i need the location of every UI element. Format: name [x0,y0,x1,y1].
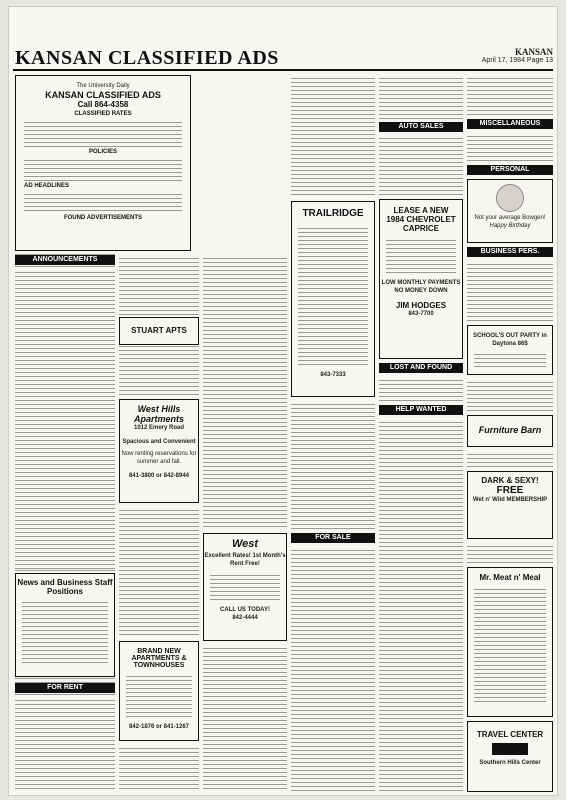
column-3-text [203,255,287,530]
stuart-apts-title: STUART APTS [131,326,187,335]
trailridge-features [298,225,368,365]
special-meal-title: Mr. Meat n' Meal [479,573,541,582]
policies-title: POLICIES [88,149,117,155]
free-label: FREE [496,485,524,496]
policies-block [24,157,182,181]
birthday-line: Happy Birthday [489,223,531,229]
help-wanted-text [379,419,463,792]
news-business-body [22,599,108,663]
column-4-mid-text [291,401,375,529]
west-hills-line2: Now renting reservations for summer and fall. [121,451,197,465]
miscellaneous-header: MISCELLANEOUS [467,119,553,129]
furniture-barn-ad [467,415,553,447]
trailridge-phone: 843-7333 [320,372,346,378]
column-6-mid-text [467,379,553,411]
lease-details [386,237,456,275]
lease-note: LOW MONTHLY PAYMENTS NO MONEY DOWN [381,280,461,294]
column-6-text-2 [467,543,553,563]
rates-table-block [24,119,182,147]
for-rent-text [15,697,115,792]
travel-center-ad [467,721,553,792]
west-apts-tagline: Excellent Rates! 1st Month's Rent Free! [204,553,286,567]
personal-caption: Not your average Bowgen! [474,215,546,221]
for-sale-header: FOR SALE [291,533,375,543]
furniture-barn-name: Furniture Barn [478,425,542,435]
baby-photo [496,184,524,212]
help-wanted-header: HELP WANTED [379,405,463,415]
west-apts-ad [203,533,287,641]
business-pers-header: BUSINESS PERS. [467,247,553,257]
announcements-text [15,269,115,569]
brand-new-ad [119,641,199,741]
lease-dealer: JIM HODGES [395,301,447,310]
miscellaneous-text [467,133,553,161]
west-apts-features [210,572,280,602]
auto-sales-text [379,135,463,195]
lease-chevrolet-ad [379,199,463,359]
lease-title: LEASE A NEW 1984 CHEVROLET CAPRICE [386,206,456,233]
found-title: FOUND ADVERTISEMENTS [63,215,143,221]
personal-photo-ad [467,179,553,243]
travel-center-title: TRAVEL CENTER [476,730,544,739]
page-header [13,45,553,71]
for-rent-header: FOR RENT [15,683,115,693]
brand-new-body [126,673,192,719]
travel-center-logo [492,743,528,755]
ad-headlines-title: AD HEADLINES [24,183,70,189]
column-5-text [379,75,463,119]
wet-n-wild-line: Wet n' Wild MEMBERSHIP [472,497,548,503]
ad-headlines-block [24,191,182,213]
personal-header: PERSONAL [467,165,553,175]
column-3-bottom-text [203,645,287,792]
trailridge-name: TRAILRIDGE [302,208,364,219]
school-out-party-body [474,351,546,367]
rates-phone: Call 864-4358 [77,100,129,109]
rates-name: KANSAN CLASSIFIED ADS [45,90,161,100]
rates-box [15,75,191,251]
special-meal-list [474,586,546,704]
west-hills-phone: 841-3800 or 842-8944 [128,473,190,479]
school-out-party-title: SCHOOL'S OUT PARTY in Daytona 86$ [473,333,547,347]
school-out-party-ad [467,325,553,375]
column-6-text [467,75,553,115]
west-hills-ad [119,399,199,503]
rates-intro: The University Daily [76,83,130,89]
trailridge-ad [291,201,375,397]
for-sale-text [291,547,375,792]
news-business-ad [15,573,115,677]
lease-phone: 843-7700 [408,311,434,317]
auto-sales-header: AUTO SALES [379,122,463,132]
date-page: April 17, 1984 Page 13 [481,57,553,64]
newspaper-page [8,6,558,796]
brand-new-phone: 842-1876 or 841-1267 [128,724,190,730]
west-apts-name: West [231,538,259,550]
news-business-title: News and Business Staff Positions [17,578,113,596]
paper-name: KANSAN [514,47,553,57]
business-pers-text [467,261,553,321]
column-6-lower-text [467,451,553,467]
west-apts-call: CALL US TODAY! [220,607,270,613]
west-hills-address: 1012 Emery Road [133,425,185,431]
column-2-bottom-text [119,745,199,792]
dark-sexy-title: DARK & SEXY! [481,476,539,485]
lost-found-header: LOST AND FOUND [379,363,463,373]
rates-table-title: CLASSIFIED RATES [74,111,132,117]
stuart-apts-ad [119,317,199,345]
dark-sexy-ad [467,471,553,539]
special-meal-ad [467,567,553,717]
column-2-lower-text [119,507,199,637]
brand-new-title: BRAND NEW APARTMENTS & TOWNHOUSES [131,648,187,669]
travel-center-sub: Southern Hills Center [479,760,541,766]
west-apts-phone: 842-4444 [232,615,258,621]
lost-found-text [379,377,463,401]
west-hills-line1: Spacious and Convenient [122,439,196,445]
header-right [482,47,553,64]
page-title: KANSAN CLASSIFIED ADS [15,47,279,69]
west-hills-name: West Hills Apartments [133,404,184,424]
announcements-header: ANNOUNCEMENTS [15,255,115,265]
column-4-text [291,75,375,195]
